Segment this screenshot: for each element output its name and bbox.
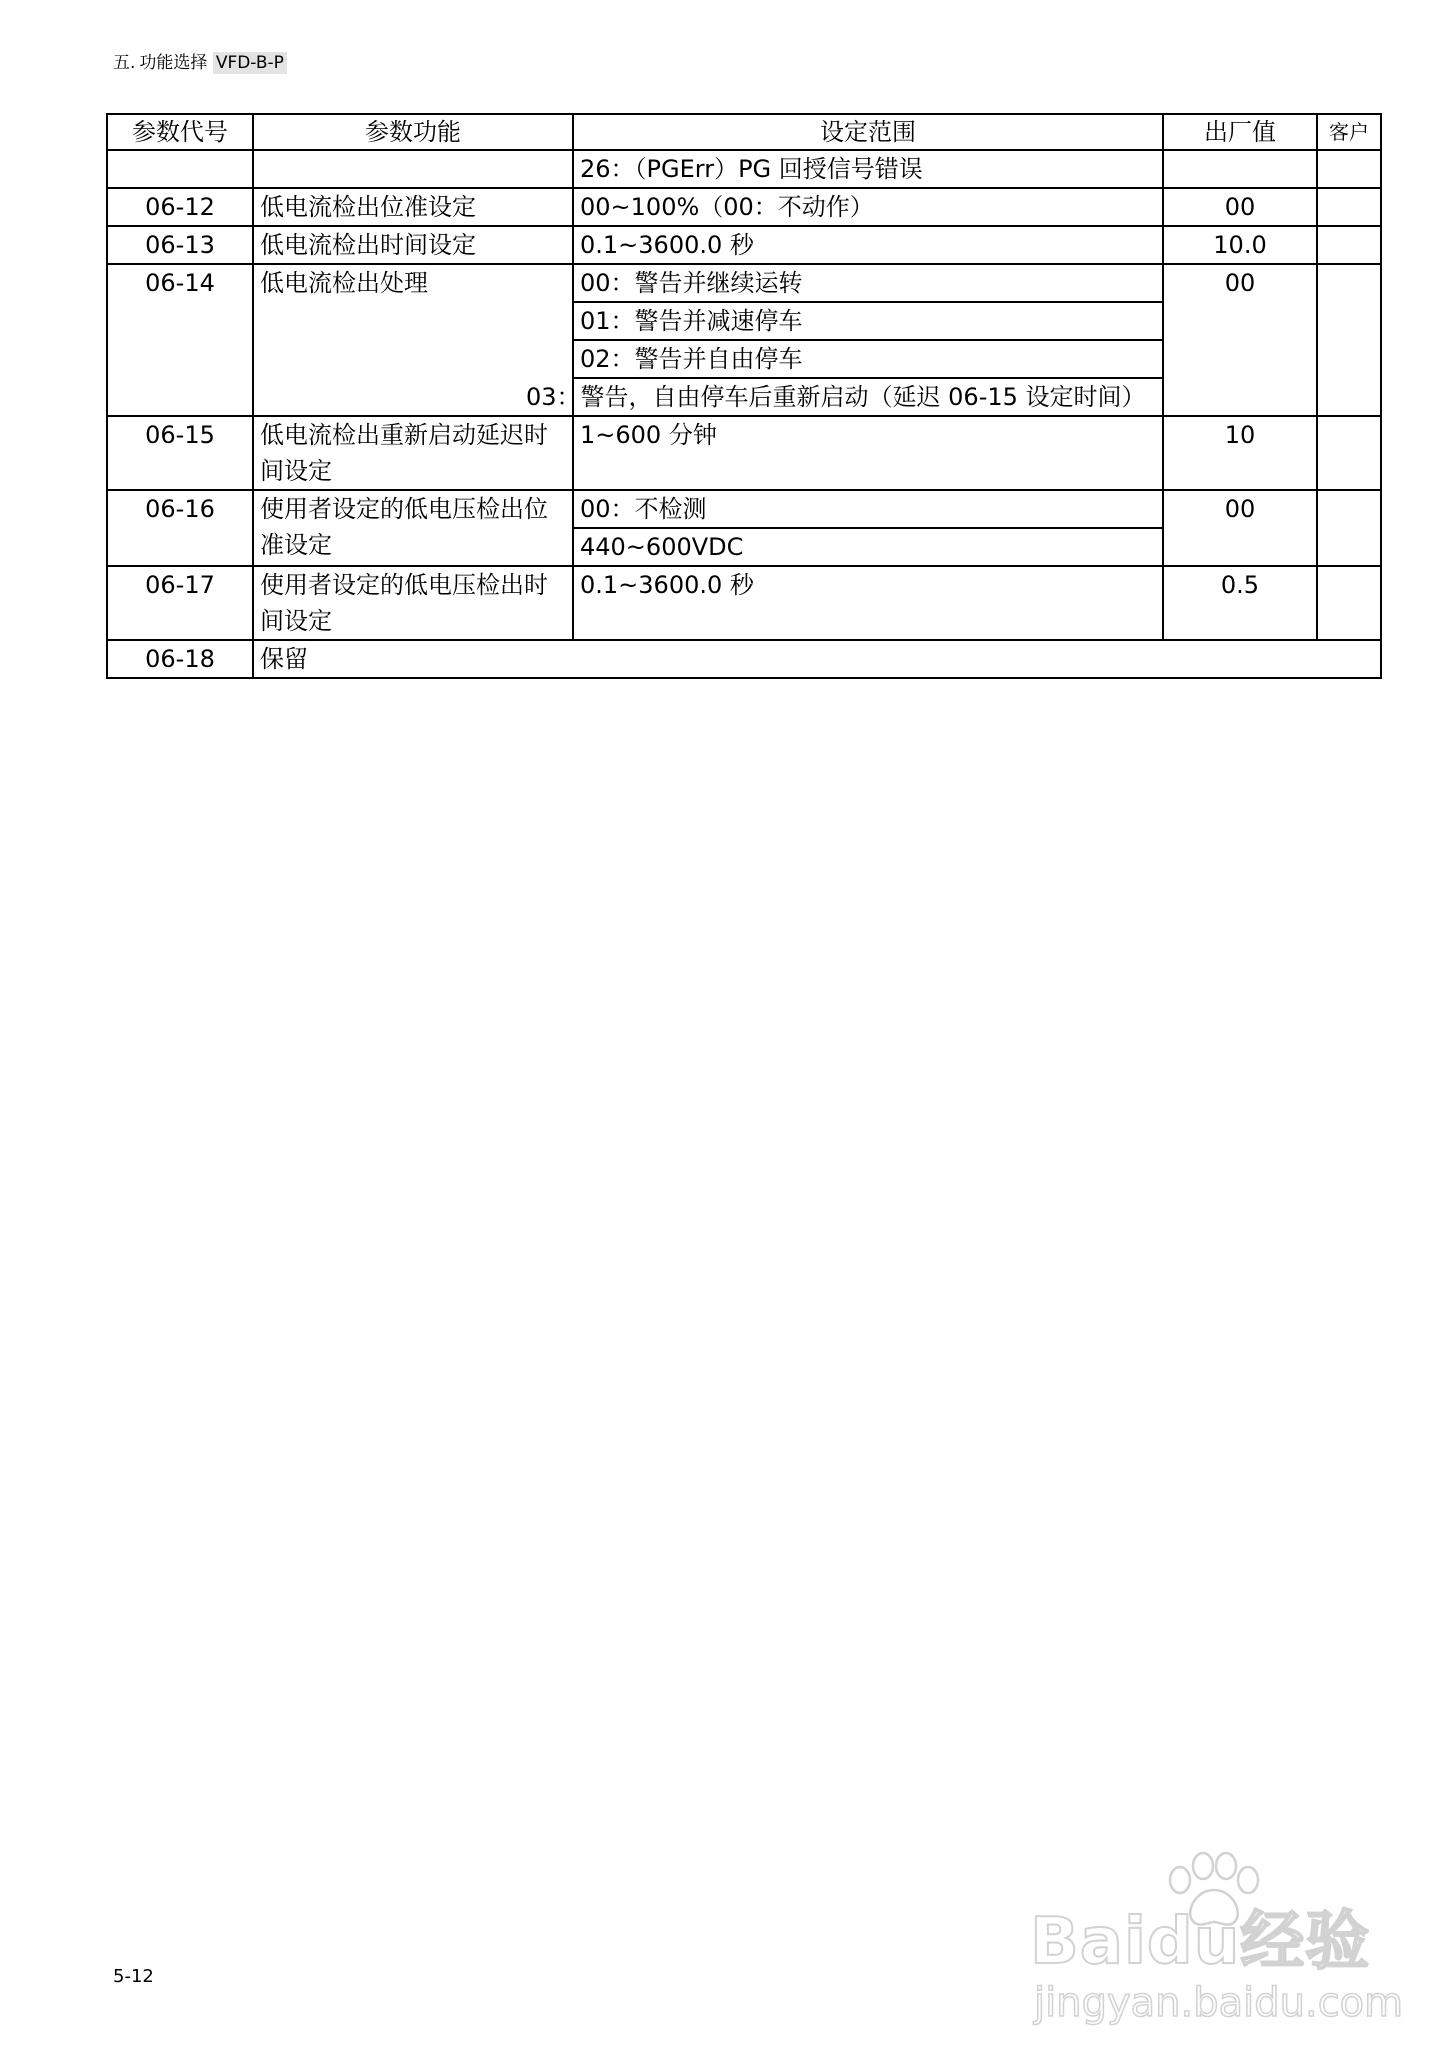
- cell-default: 10.0: [1163, 226, 1317, 264]
- cell-range: 00~100%（00：不动作）: [573, 188, 1163, 226]
- cell-code: 06-14: [107, 264, 253, 416]
- cell-customer: [1317, 264, 1381, 416]
- cell-default: 0.5: [1163, 566, 1317, 640]
- cell-range-option: 03：警告，自由停车后重新启动（延迟 06-15 设定时间）: [573, 378, 1163, 416]
- cell-function: 低电流检出时间设定: [253, 226, 573, 264]
- cell-range: 26：（PGErr）PG 回授信号错误: [573, 150, 1163, 188]
- chapter-title: 功能选择: [139, 53, 208, 73]
- cell-function: 使用者设定的低电压检出位准设定: [253, 490, 573, 566]
- cell-range: 0.1~3600.0 秒: [573, 566, 1163, 640]
- col-header-function: 参数功能: [253, 114, 573, 150]
- cell-customer: [1317, 150, 1381, 188]
- cell-default: 00: [1163, 264, 1317, 416]
- cell-default: 00: [1163, 188, 1317, 226]
- cell-function: 低电流检出重新启动延迟时间设定: [253, 416, 573, 490]
- cell-range-option: 440~600VDC: [573, 528, 1163, 566]
- chapter-number: 五.: [113, 53, 136, 73]
- parameter-table: [106, 113, 1382, 679]
- cell-customer: [1317, 566, 1381, 640]
- table-row: [107, 416, 1381, 490]
- cell-function: 保留: [253, 640, 1381, 678]
- cell-customer: [1317, 416, 1381, 490]
- cell-code: 06-15: [107, 416, 253, 490]
- cell-range-option: 00：警告并继续运转: [573, 264, 1163, 302]
- watermark-url: jingyan.baidu.com: [1034, 1980, 1404, 2026]
- cell-function: 使用者设定的低电压检出时间设定: [253, 566, 573, 640]
- col-header-customer: 客户: [1317, 114, 1381, 150]
- table-row: [107, 188, 1381, 226]
- col-header-code: 参数代号: [107, 114, 253, 150]
- cell-default: 00: [1163, 490, 1317, 566]
- table-row: [107, 150, 1381, 188]
- cell-function: 低电流检出位准设定: [253, 188, 573, 226]
- cell-code: 06-17: [107, 566, 253, 640]
- cell-customer: [1317, 226, 1381, 264]
- col-header-default: 出厂值: [1163, 114, 1317, 150]
- cell-range-option: 02：警告并自由停车: [573, 340, 1163, 378]
- table-row: [107, 640, 1381, 678]
- cell-code: 06-12: [107, 188, 253, 226]
- table-header-row: [107, 114, 1381, 150]
- cell-function: 低电流检出处理: [253, 264, 573, 416]
- cell-range-option: 01：警告并减速停车: [573, 302, 1163, 340]
- page-number: 5-12: [113, 1966, 154, 1987]
- table-row: [107, 226, 1381, 264]
- cell-customer: [1317, 188, 1381, 226]
- watermark: [1030, 1850, 1404, 2050]
- cell-function: [253, 150, 573, 188]
- cell-default: 10: [1163, 416, 1317, 490]
- cell-default: [1163, 150, 1317, 188]
- cell-range: 0.1~3600.0 秒: [573, 226, 1163, 264]
- table-row: [107, 490, 1381, 528]
- watermark-brand: Baidu经验: [1030, 1905, 1371, 1979]
- col-header-range: 设定范围: [573, 114, 1163, 150]
- cell-code: 06-13: [107, 226, 253, 264]
- page-header: [113, 48, 287, 73]
- table-row: [107, 566, 1381, 640]
- model-name: VFD-B-P: [213, 52, 287, 74]
- cell-code: 06-18: [107, 640, 253, 678]
- cell-code: [107, 150, 253, 188]
- cell-range: 1~600 分钟: [573, 416, 1163, 490]
- table-row: [107, 264, 1381, 302]
- cell-range-option: 00：不检测: [573, 490, 1163, 528]
- cell-customer: [1317, 490, 1381, 566]
- cell-code: 06-16: [107, 490, 253, 566]
